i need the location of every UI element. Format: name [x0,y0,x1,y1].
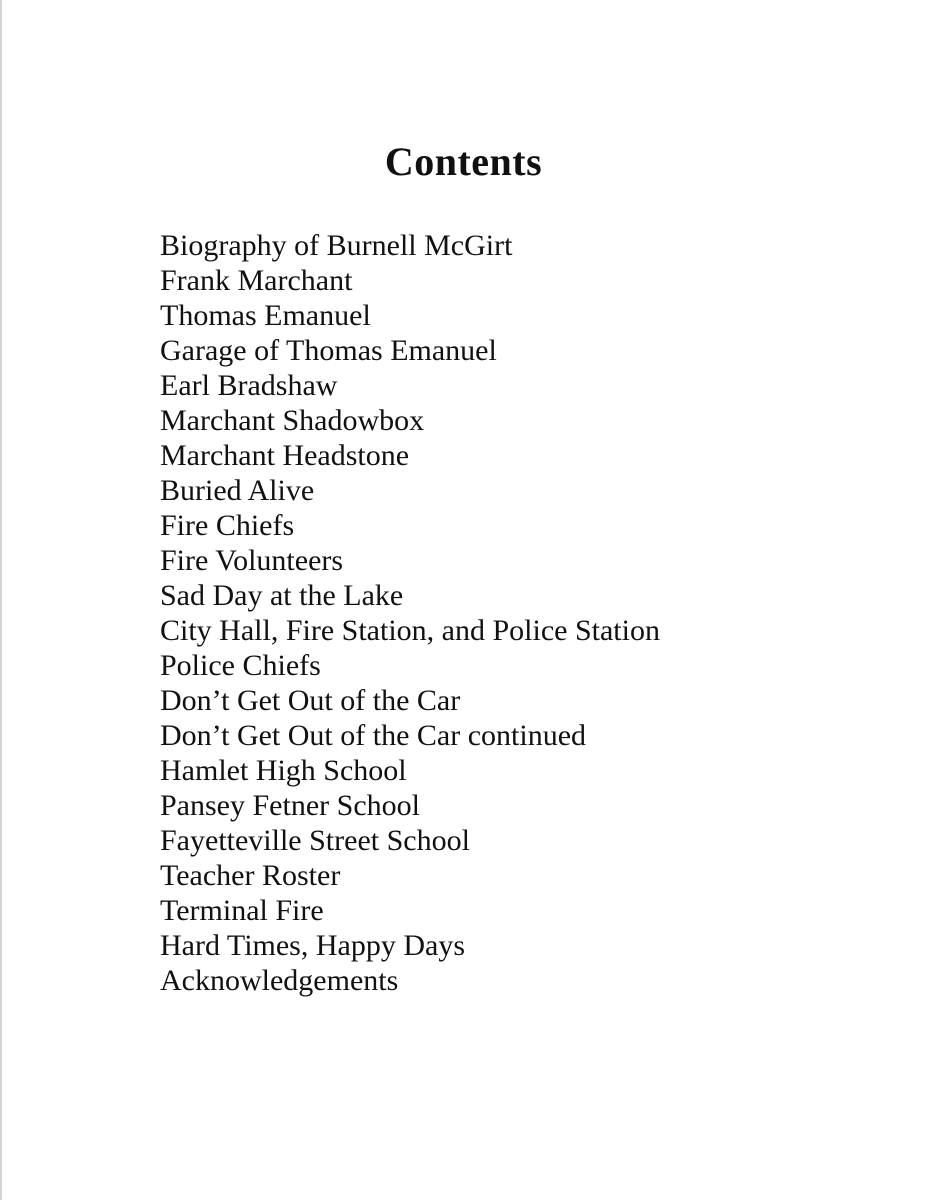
toc-entry: Don’t Get Out of the Car continued [160,719,587,752]
toc-entry: Pansey Fetner School [160,789,420,822]
toc-entry: Hamlet High School [160,754,407,787]
toc-entry: Earl Bradshaw [160,369,338,402]
toc-entry: Hard Times, Happy Days [160,929,465,962]
toc-entry: Terminal Fire [160,894,324,927]
toc-entry: Teacher Roster [160,859,341,892]
toc-entry: Garage of Thomas Emanuel [160,334,497,367]
page-title: Contents [384,139,543,184]
toc-entry: Thomas Emanuel [160,299,371,332]
toc-entry: Don’t Get Out of the Car [160,684,461,717]
toc-entry: Police Chiefs [160,649,321,682]
toc-entry: Acknowledgements [160,964,399,997]
toc-entry: Fire Volunteers [160,544,344,577]
toc-entry: Biography of Burnell McGirt [160,229,513,262]
toc-entry: City Hall, Fire Station, and Police Station [160,614,660,647]
toc-entry: Fayetteville Street School [160,824,470,857]
toc-entry: Fire Chiefs [160,509,295,542]
toc-entry: Sad Day at the Lake [160,579,404,612]
toc-entry: Marchant Shadowbox [160,404,425,437]
toc-entry: Marchant Headstone [160,439,410,472]
toc-entry: Buried Alive [160,474,315,507]
toc-entry: Frank Marchant [160,264,353,297]
toc-list [160,228,887,998]
